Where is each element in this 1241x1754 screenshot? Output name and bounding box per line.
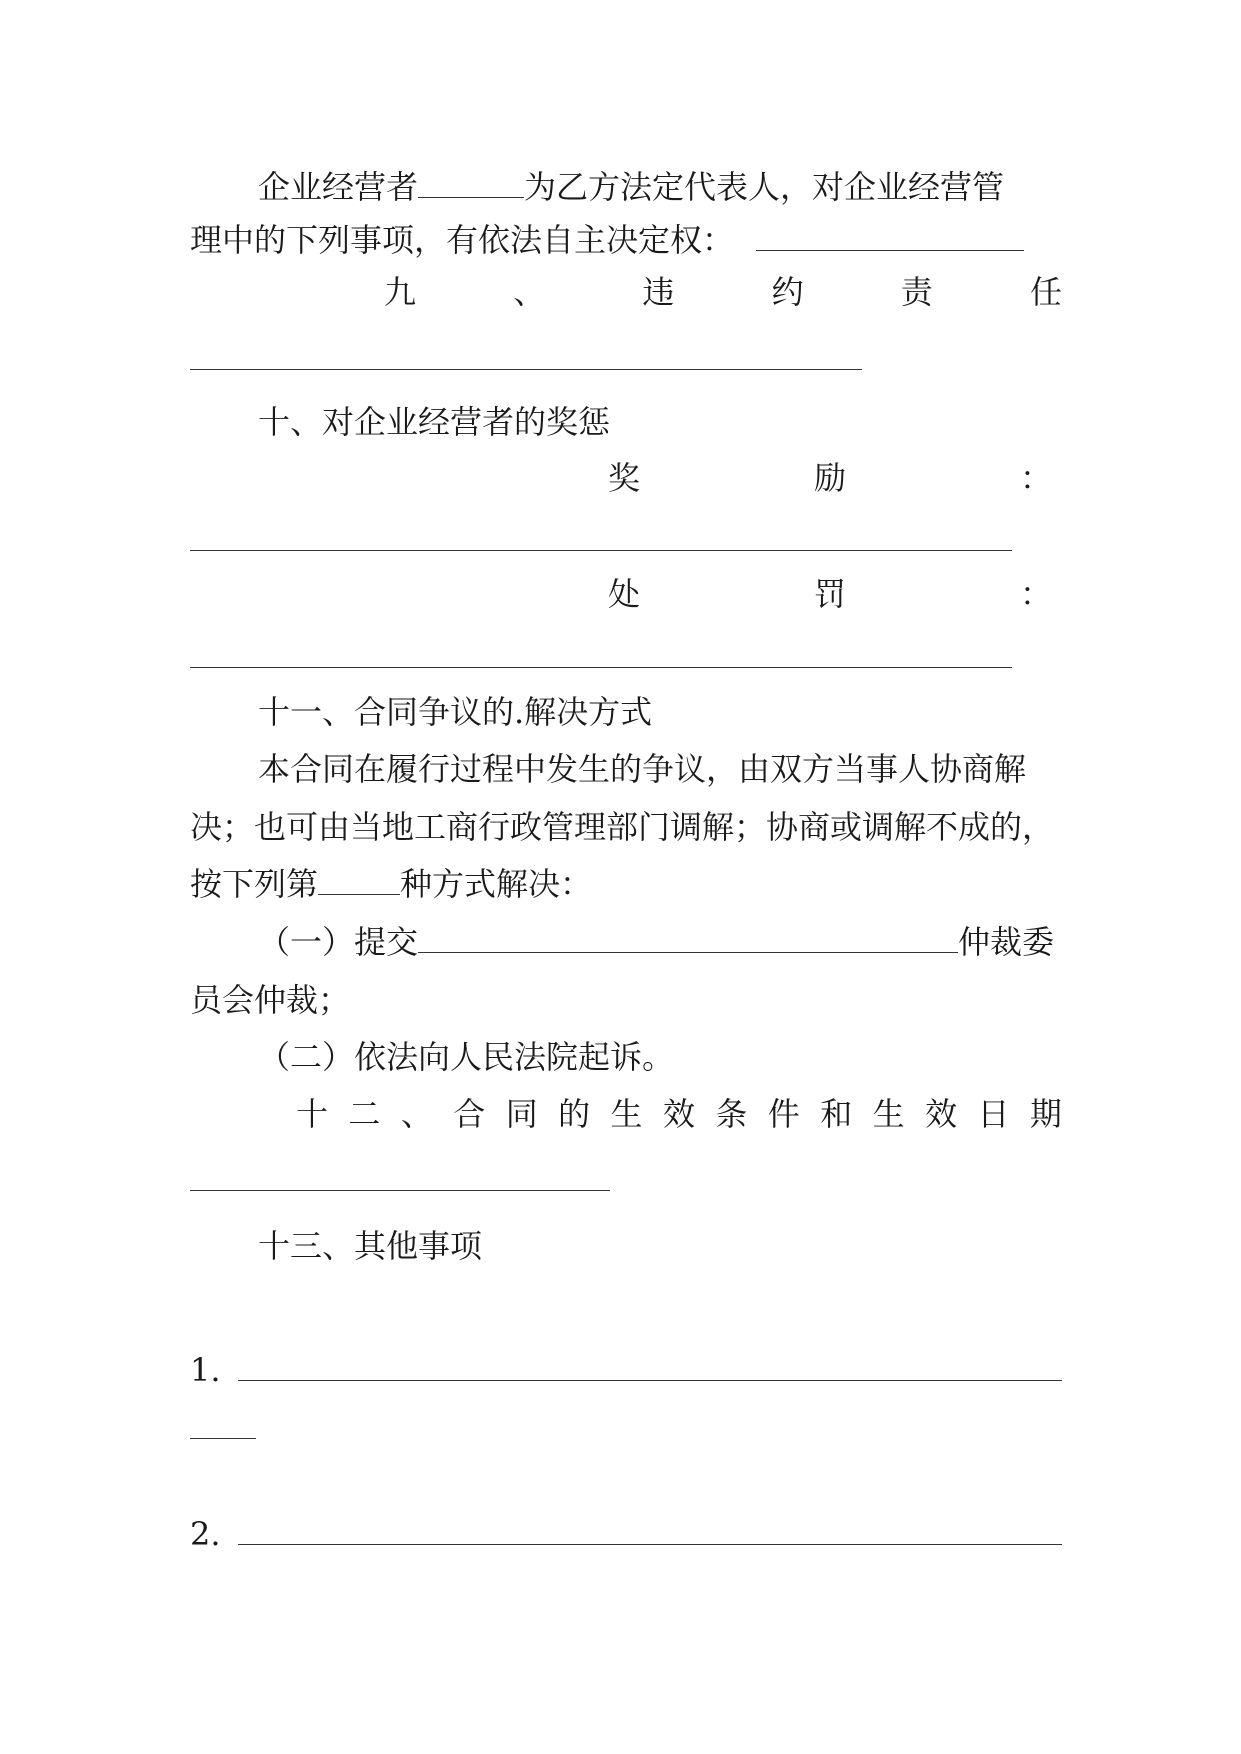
heading-char: 效 [662,1095,695,1133]
heading-char: 的 [558,1095,591,1133]
heading-char: 任 [1029,273,1062,311]
heading-char: 生 [872,1095,905,1133]
paragraph-dispute-1 [190,745,1130,793]
heading-char: 九 [384,273,417,311]
blank-method-number[interactable] [318,864,400,895]
option-arbitration [190,918,1130,966]
label-char: 励 [814,459,847,497]
heading-other-matters [190,1222,1130,1270]
heading-char: 生 [610,1095,643,1133]
heading-char: 十 [296,1095,329,1133]
paragraph-dispute-2 [190,803,1062,851]
blank-arbitration-committee[interactable] [418,922,958,953]
item-2 [190,1510,1062,1558]
heading-char: 、 [513,273,546,311]
option-text: 员会仲裁； [190,981,351,1019]
heading-text: 十、对企业经营者的奖惩 [258,403,611,441]
paragraph-dispute-3 [190,860,1062,908]
heading-char: 约 [771,273,804,311]
blank-reward[interactable] [190,550,1012,551]
text-legal-rep: 为乙方法定代表人，对企业经营管 [524,168,1005,206]
option-text: （二）依法向人民法院起诉。 [258,1038,675,1076]
item-number: 2. [190,1515,221,1553]
text-operator: 企业经营者 [258,168,419,206]
paragraph-text: 决；也可由当地工商行政管理部门调解；协商或调解不成的， [190,808,1055,846]
heading-text: 十三、其他事项 [258,1227,483,1265]
heading-char: 违 [642,273,675,311]
heading-char: 和 [820,1095,853,1133]
heading-char: 条 [715,1095,748,1133]
paragraph-text: 种方式解决： [400,865,593,903]
heading-char: 合 [453,1095,486,1133]
heading-char: 日 [977,1095,1010,1133]
heading-rewards-penalties [190,398,1130,446]
label-char: ： [1020,575,1053,613]
label-reward [608,454,1053,502]
blank-item-1[interactable] [238,1380,1062,1381]
label-char: 处 [608,575,641,613]
paragraph-text: 本合同在履行过程中发生的争议，由双方当事人协商解 [258,750,1027,788]
blank-breach-liability[interactable] [190,369,862,370]
heading-char: 期 [1029,1095,1062,1133]
blank-effective-date[interactable] [190,1190,610,1191]
heading-char: 二 [348,1095,381,1133]
heading-text: 十一、合同争议的.解决方式 [258,693,653,731]
heading-char: 同 [505,1095,538,1133]
label-char: 奖 [608,459,641,497]
heading-effective-conditions [296,1090,1062,1138]
blank-item-2[interactable] [238,1544,1062,1545]
heading-breach-liability [384,268,1062,316]
item-number: 1. [190,1351,221,1389]
option-text: 仲裁委 [958,923,1055,961]
paragraph-operator-cont [190,216,1062,264]
heading-char: 、 [400,1095,433,1133]
heading-char: 责 [900,273,933,311]
blank-item-1-cont[interactable] [190,1438,256,1439]
item-1 [190,1346,1062,1394]
text-decision-rights: 理中的下列事项，有依法自主决定权： [190,221,735,259]
blank-decision-rights[interactable] [756,220,1024,251]
option-text: （一）提交 [258,923,419,961]
blank-operator-name[interactable] [418,167,524,198]
heading-char: 效 [925,1095,958,1133]
heading-dispute-resolution [190,688,1130,736]
label-char: 罚 [814,575,847,613]
paragraph-text: 按下列第 [190,865,319,903]
label-char: ： [1020,459,1053,497]
blank-penalty[interactable] [190,667,1012,668]
label-penalty [608,570,1053,618]
option-arbitration-cont [190,976,1062,1024]
option-lawsuit [190,1033,1130,1081]
paragraph-operator [190,163,1130,211]
heading-char: 件 [767,1095,800,1133]
